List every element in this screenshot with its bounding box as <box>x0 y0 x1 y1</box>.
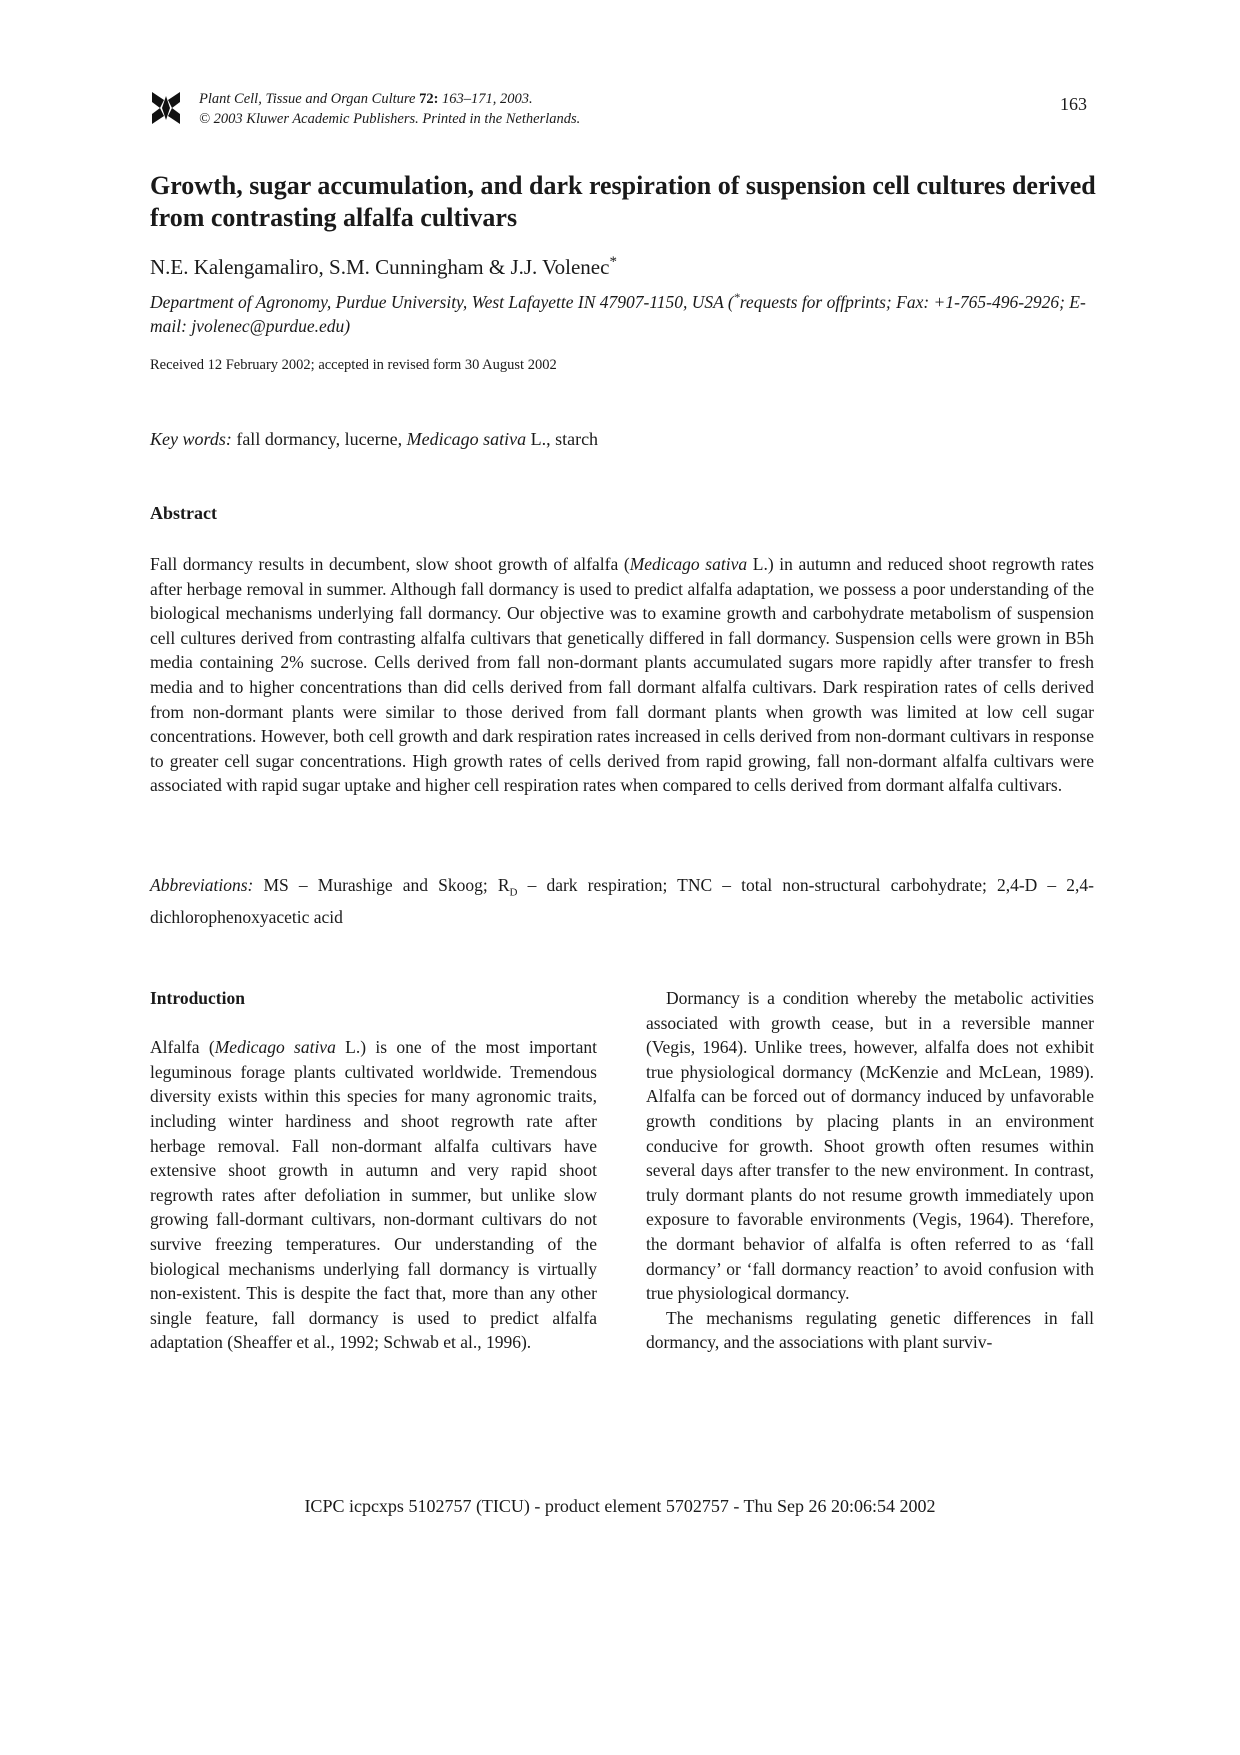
keywords <box>150 429 598 450</box>
copyright-line: © 2003 Kluwer Academic Publishers. Printed in the Netherlands. <box>199 111 581 127</box>
affiliation-part-1: Department of Agronomy, Purdue University, West Lafayette IN 47907-1150, USA ( <box>150 291 734 312</box>
abbreviations-part-1: MS – Murashige and Skoog; R <box>263 875 510 895</box>
page-number: 163 <box>1060 94 1087 114</box>
keywords-label: Key words: <box>150 429 232 449</box>
abbreviations <box>150 873 1094 930</box>
keywords-part-2: L., starch <box>530 429 599 449</box>
intro-species: Medicago sativa <box>214 1037 336 1058</box>
abstract-part-2: L.) in autumn and reduced shoot regrowth rates after herbage removal in summer. Although fall dormancy is used to predict alfalfa adaptation, we possess a poor understanding of the biological mechanisms underlying fall dormancy. Our objective was to examine growth and carbohydrate metabolism of suspension cell cultures derived from contrasting alfalfa cultivars that genetically differed in fall dormancy. Suspension cells were grown in B5h media containing 2% sucrose. Cells derived from fall non-dormant plants accumulated sugars more rapidly after transfer to fresh media and to higher concentrations than did cells derived from fall dormant alfalfa cultivars. Dark respiration rates of cells derived from non-dormant plants were similar to those derived from fall dormant plants when growth was limited at low cell sugar concentrations. However, both cell growth and dark respiration rates increased in cells derived from non-dormant cultivars in response to greater cell sugar concentrations. High growth rates of cells derived from rapid growing, fall non-dormant alfalfa cultivars were associated with rapid sugar uptake and higher cell respiration rates when compared to cells derived from dormant alfalfa cultivars. <box>150 554 1094 796</box>
journal-citation <box>199 89 580 129</box>
affiliation-part-2: requests for offprints; Fax: +1-765-496-2926; E-mail: jvolenec@purdue.edu) <box>150 291 1086 336</box>
keywords-species: Medicago sativa <box>406 429 527 449</box>
author-list <box>150 254 617 280</box>
journal-pages-year: 163–171, 2003. <box>442 91 533 107</box>
journal-name: Plant Cell, Tissue and Organ Culture <box>199 91 416 107</box>
affiliation <box>150 285 1110 338</box>
abbreviations-subscript: D <box>509 886 518 899</box>
introduction-paragraph-1 <box>150 1035 597 1355</box>
production-footer: ICPC icpcxps 5102757 (TICU) - product element 5702757 - Thu Sep 26 20:06:54 2002 <box>304 1496 936 1516</box>
abstract-part-1: Fall dormancy results in decumbent, slow shoot growth of alfalfa ( <box>150 554 630 574</box>
authors-text: N.E. Kalengamaliro, S.M. Cunningham & J.J. Volenec <box>150 255 610 279</box>
introduction-heading: Introduction <box>150 988 245 1008</box>
intro-left-part-2: L.) is one of the most important leguminous forage plants cultivated worldwide. Tremendous diversity exists within this species for many agronomic traits, including winter hardiness and shoot regrowth rate after herbage removal. Fall non-dormant alfalfa cultivars have extensive shoot growth in autumn and very rapid shoot regrowth rates after defoliation in summer, but unlike slow growing fall-dormant cultivars, non-dormant cultivars do not survive freezing temperatures. Our understanding of the biological mechanisms underlying fall dormancy is virtually non-existent. This is despite the fact that, more than any other single feature, fall dormancy is used to predict alfalfa adaptation (Sheaffer et al., 1992; Schwab et al., 1996). <box>150 1037 597 1353</box>
publisher-logo-icon <box>150 88 182 128</box>
received-dates: Received 12 February 2002; accepted in revised form 30 August 2002 <box>150 357 557 373</box>
author-footnote-mark: * <box>609 254 617 270</box>
intro-left-part-1: Alfalfa ( <box>150 1037 215 1058</box>
keywords-part-1: fall dormancy, lucerne, <box>236 429 403 449</box>
introduction-paragraph-3: The mechanisms regulating genetic differences in fall dormancy, and the associations with plant surviv- <box>646 1307 1094 1353</box>
affiliation-footnote-mark: * <box>733 290 740 304</box>
introduction-paragraph-2: Dormancy is a condition whereby the metabolic activities associated with growth cease, but in a reversible manner (Vegis, 1964). Unlike trees, however, alfalfa does not exhibit true physiological dormancy (McKenzie and McLean, 1989). Alfalfa can be forced out of dormancy induced by unfavorable growth conditions by placing plants in an environment conducive for growth. Shoot growth often resumes within several days after transfer to the new environment. In contrast, truly dormant plants do not resume growth immediately upon exposure to favorable environments (Vegis, 1964). Therefore, the dormant behavior of alfalfa is often referred to as ‘fall dormancy’ or ‘fall dormancy reaction’ to avoid confusion with true physiological dormancy. <box>646 988 1094 1304</box>
abbreviations-part-2: – dark respiration; TNC – total non-structural carbohydrate; 2,4-D – 2,4-dichlorophenoxyacetic acid <box>150 875 1094 928</box>
abstract-text <box>150 552 1094 798</box>
abbreviations-label: Abbreviations: <box>150 875 254 895</box>
journal-volume: 72: <box>419 91 439 107</box>
right-column <box>646 986 1094 1355</box>
left-column <box>150 986 597 1355</box>
article-title: Growth, sugar accumulation, and dark respiration of suspension cell cultures derived from contrasting alfalfa cultivars <box>150 171 1096 232</box>
abstract-heading: Abstract <box>150 503 217 523</box>
abstract-species: Medicago sativa <box>629 554 748 574</box>
